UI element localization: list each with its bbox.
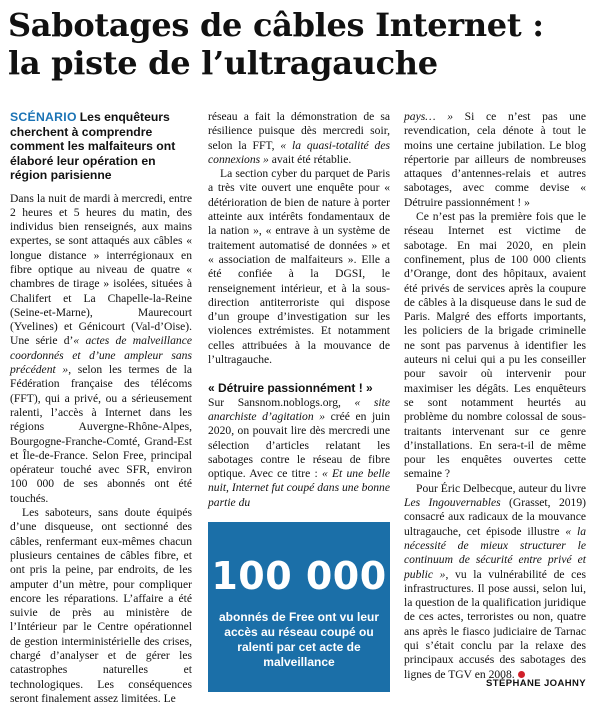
text-run: réseau a fait la démonstration de sa résilience puisque dès mercredi soir, selon la FFT, xyxy=(208,110,390,152)
quote-run: pays… » xyxy=(404,110,454,123)
body-paragraph: La section cyber du parquet de Paris a très vite ouvert une enquête pour « détérioration de bien de nature à porter atteinte aux intérêts fondamentaux de la nation », « entrave à un système de traitement automatisé de données » et « association de malfaiteurs ». Elle a été confiée à la DGSI, le renseignement intérieur, et à la sous-direction antiterroriste qui dispose d’un groupe d’investigation sur les violences extrémistes. Et notamment celles attribuées à la mouvance de l’ultragauche. xyxy=(208,167,390,367)
callout-number: 100 000 xyxy=(211,554,387,598)
body-paragraph: Les saboteurs, sans doute équipés d’une disqueuse, ont sectionné des câbles, renfermant eux-mêmes chacun plusieurs centaines de câbles fibre, et ont pris la peine, par endroits, de les amputer d’un mètre, pour compliquer encore les réparations. L’affaire a été suivie de près au ministère de l’Intérieur par le Centre opérationnel de gestion interministérielle des crises, chargé d’analyser et de gérer les catastrophes naturelles et technologiques. Les conséquences seront finalement assez limitées. Le xyxy=(10,506,192,705)
quote-run: « la quasi-totalité des connexions » xyxy=(208,138,390,166)
quote-run: « la nécessité de mieux structurer le continuum de sécurité entre privé et public » xyxy=(404,524,586,581)
column-1 xyxy=(10,110,192,706)
lead-paragraph xyxy=(10,110,192,183)
headline-line-1: Sabotages de câbles Internet : xyxy=(8,6,544,44)
headline xyxy=(8,6,588,82)
text-run: Sur Sansnom.noblogs.org, xyxy=(208,395,355,409)
text-run: Dans la nuit de mardi à mercredi, entre 2 heures et 5 heures du matin, des individus bien renseignés, aux mains expertes, se sont attaqués aux câbles « longue distance » interrégionaux en fibre optique au niveau de quatre « chambres de tirage » isolées, situées à Chalifert et La Chapelle-la-Reine (Seine-et-Marne), Maurecourt (Yvelines) et Génicourt (Val-d’Oise). Une série d’ xyxy=(10,191,192,348)
lead-text: Les enquêteurs cherchent à comprendre comment les malfaiteurs ont élaboré leur opération en région parisienne xyxy=(10,110,176,182)
body-paragraph xyxy=(208,396,390,510)
quote-run: « site anarchiste d’agitation » xyxy=(208,395,391,423)
section-tag: SCÉNARIO xyxy=(10,110,77,124)
text-run: (Grasset, 2019) consacré aux radicaux de la mouvance ultragauche, cet épisode illustre xyxy=(404,496,586,538)
author-signature: STÉPHANE JOAHNY xyxy=(486,678,586,689)
headline-line-2: la piste de l’ultragauche xyxy=(8,44,438,82)
quote-run: « actes de malveillance coordonnés et d’une ampleur sans précédent » xyxy=(10,334,193,377)
text-run: Pour Éric Delbecque, auteur du livre xyxy=(416,481,586,495)
text-run: , vu la vulnérabilité de ces infrastructures. Il pose aussi, selon lui, la question de la qualification juridique de ces actes, terroristes ou non, quatre ans après le fiasco judiciaire de Tarnac qui s’était conclu par la relaxe des principaux accusés des sabotages des lignes de TGV en 2008. xyxy=(404,567,586,681)
subheading: « Détruire passionnément ! » xyxy=(208,381,373,396)
text-run: créé en juin 2020, on pouvait lire dès mercredi une sélection d’articles relatant les sabotages contre le réseau de fibre optique. Avec ce titre : xyxy=(208,409,390,481)
book-title: Les Ingouvernables xyxy=(404,496,501,510)
text-run: avait été rétablie. xyxy=(268,152,352,166)
text-run: Si ce n’est pas une revendication, cela dénote à tout le moins une certaine jubilation. Le blog répertorie par ailleurs de nombreuses attaques d’antennes-relais et autres sabotages, avec comme devise « Détruire passionnément ! » xyxy=(404,110,586,209)
quote-run: « Et une belle nuit, Internet fut coupé dans une bonne partie du xyxy=(208,467,390,509)
body-paragraph xyxy=(208,110,390,167)
body-paragraph xyxy=(10,192,192,507)
column-2 xyxy=(208,110,390,510)
body-paragraph xyxy=(404,482,586,682)
column-3 xyxy=(404,110,586,682)
text-run: , selon les termes de la Fédération française des télécoms (FFT), qui a privé, ou a sérieusement ralenti, l’accès à Internet dans les régions Auvergne-Rhône-Alpes, Bourgogne-Franche-Comté, Grand-Est et Île-de-France. Selon Free, principal opérateur touché avec SFR, environ 100 000 de ses abonnés ont été touchés. xyxy=(10,363,192,505)
end-mark-icon xyxy=(518,671,525,678)
body-paragraph: Ce n’est pas la première fois que le réseau Internet est victime de sabotage. En mai 2020, en plein confinement, plus de 100 000 clients d’Orange, dont des hôpitaux, avaient été privés de services après la coupure de câbles à la disqueuse dans le sud de Paris. Malgré des efforts importants, les policiers de la brigade criminelle ne sont pas parvenus à identifier les auteurs ni celui qui a pu les conseiller pour savoir où intervenir pour maximiser les dégâts. Les enquêteurs se sont notamment heurtés au problème du nombre colossal de sous-traitants intervenant sur ce genre d’installations. En sera-t-il de même pour les enquêtes ouvertes cette semaine ? xyxy=(404,210,586,481)
callout-box xyxy=(208,522,390,692)
callout-caption: abonnés de Free ont vu leur accès au réseau coupé ou ralenti par cet acte de malveillance xyxy=(218,610,380,669)
body-paragraph xyxy=(404,110,586,210)
